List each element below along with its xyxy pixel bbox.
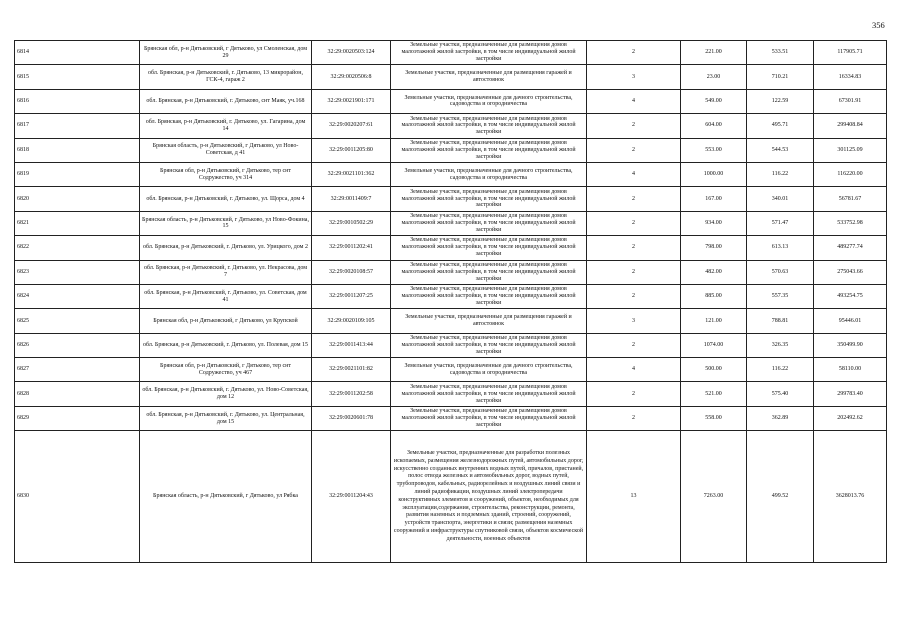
table-row [15, 406, 887, 430]
cadastral-number-cell: 32:29:0010502:29 [312, 211, 391, 235]
use-group-cell: 4 [587, 358, 681, 382]
specific-value-cell: 613.13 [747, 236, 814, 260]
land-use-cell: Земельные участки, предназначенные для размещения домов малоэтажной жилой застройки, в том числе индивидуальной жилой застройки [391, 333, 587, 357]
row-number: 6824 [15, 284, 140, 308]
row-number: 6822 [15, 236, 140, 260]
specific-value-cell: 710.21 [747, 65, 814, 89]
use-group-cell: 2 [587, 382, 681, 406]
land-use-cell: Земельные участки, предназначенные для размещения домов малоэтажной жилой застройки, в том числе индивидуальной жилой застройки [391, 41, 587, 65]
area-cell: 482.00 [681, 260, 747, 284]
address-cell: обл. Брянская, р-н Дятьковский, г. Дятьково, ул. Центральная, дом 15 [140, 406, 312, 430]
area-cell: 934.00 [681, 211, 747, 235]
table-row [15, 41, 887, 65]
specific-value-cell: 557.35 [747, 284, 814, 308]
specific-value-cell: 122.59 [747, 89, 814, 113]
specific-value-cell: 570.63 [747, 260, 814, 284]
use-group-cell: 4 [587, 162, 681, 186]
land-use-cell: Земельные участки, предназначенные для дачного строительства, садоводства и огородничества [391, 162, 587, 186]
table-row [15, 431, 887, 563]
page-number: 356 [872, 20, 885, 30]
row-number: 6819 [15, 162, 140, 186]
table-row [15, 236, 887, 260]
use-group-cell: 2 [587, 211, 681, 235]
cadastral-number-cell: 32:29:0021901:171 [312, 89, 391, 113]
area-cell: 798.00 [681, 236, 747, 260]
address-cell: Брянская область, р-н Дятьковский, г Дятьково, ул Ново-Советская, д 41 [140, 138, 312, 162]
address-cell: обл. Брянская, р-н Дятьковский, г. Дятьково, ул. Урицкого, дом 2 [140, 236, 312, 260]
table-row [15, 333, 887, 357]
row-number: 6820 [15, 187, 140, 211]
area-cell: 121.00 [681, 309, 747, 333]
cadastral-value-cell: 67301.91 [814, 89, 887, 113]
table-row [15, 309, 887, 333]
cadastral-number-cell: 32:29:0020503:124 [312, 41, 391, 65]
row-number: 6818 [15, 138, 140, 162]
cadastral-value-cell: 117905.71 [814, 41, 887, 65]
registry-body [15, 41, 887, 563]
area-cell: 221.00 [681, 41, 747, 65]
use-group-cell: 2 [587, 284, 681, 308]
use-group-cell: 2 [587, 187, 681, 211]
cadastral-number-cell: 32:29:0011409:7 [312, 187, 391, 211]
table-row [15, 114, 887, 138]
specific-value-cell: 340.01 [747, 187, 814, 211]
cadastral-value-cell: 350499.90 [814, 333, 887, 357]
address-cell: обл. Брянская, р-н Дятьковский, г. Дятьково, ул. Гагарина, дом 14 [140, 114, 312, 138]
table-row [15, 187, 887, 211]
row-number: 6827 [15, 358, 140, 382]
land-use-cell: Земельные участки, предназначенные для размещения домов малоэтажной жилой застройки, в том числе индивидуальной жилой застройки [391, 236, 587, 260]
cadastral-value-cell: 16334.83 [814, 65, 887, 89]
row-number: 6815 [15, 65, 140, 89]
land-registry-table [14, 40, 887, 563]
row-number: 6828 [15, 382, 140, 406]
land-use-cell: Земельные участки, предназначенные для разработки полезных ископаемых, размещения железнодорожных путей, автомобильных дорог, искусственно созданных внутренних водных путей, причалов, пристаней, полос отвода железных и автомобильных дорог, водных путей, трубопроводов, кабельных, радиорелейных и воздушных линий связи и линий радиофикации, воздушных линий электропередачи конструктивных элементов и сооружений, объектов, необходимых для эксплуатации,содержания, строительства, реконструкции, ремонта, развития наземных и подземных зданий, строений, сооружений, устройств транспорта, энергетики и связи; размещения наземных сооружений и инфраструктуры спутниковой связи, объектов космической деятельности, военных объектов [391, 431, 587, 563]
table-row [15, 358, 887, 382]
cadastral-value-cell: 275043.66 [814, 260, 887, 284]
cadastral-value-cell: 3628013.76 [814, 431, 887, 563]
area-cell: 521.00 [681, 382, 747, 406]
table-row [15, 260, 887, 284]
use-group-cell: 13 [587, 431, 681, 563]
table-row [15, 89, 887, 113]
cadastral-number-cell: 32:29:0011413:44 [312, 333, 391, 357]
table-row [15, 382, 887, 406]
address-cell: обл. Брянская, р-н Дятьковский, г. Дятьково, ул. Полевая, дом 15 [140, 333, 312, 357]
address-cell: Брянская область, р-н Дятьковский, г Дятьково, ул Рябка [140, 431, 312, 563]
specific-value-cell: 116.22 [747, 162, 814, 186]
land-use-cell: Земельные участки, предназначенные для дачного строительства, садоводства и огородничества [391, 358, 587, 382]
use-group-cell: 3 [587, 309, 681, 333]
cadastral-value-cell: 95446.01 [814, 309, 887, 333]
area-cell: 558.00 [681, 406, 747, 430]
use-group-cell: 2 [587, 260, 681, 284]
specific-value-cell: 575.40 [747, 382, 814, 406]
area-cell: 7263.00 [681, 431, 747, 563]
row-number: 6816 [15, 89, 140, 113]
address-cell: обл. Брянская, р-н Дятьковский, г. Дятьково, 13 микрорайон, ГСК-4, гараж 2 [140, 65, 312, 89]
cadastral-value-cell: 489277.74 [814, 236, 887, 260]
address-cell: Брянская обл, р-н Дятьковский, г Дятьково, ул Смоленская, дом 29 [140, 41, 312, 65]
land-use-cell: Земельные участки, предназначенные для размещения гаражей и автостоянок [391, 309, 587, 333]
cadastral-number-cell: 32:29:0021101:82 [312, 358, 391, 382]
cadastral-number-cell: 32:29:0020601:78 [312, 406, 391, 430]
table-row [15, 138, 887, 162]
address-cell: обл. Брянская, р-н Дятьковский, г. Дятьково, ул. Советская, дом 41 [140, 284, 312, 308]
row-number: 6826 [15, 333, 140, 357]
cadastral-number-cell: 32:29:0020207:61 [312, 114, 391, 138]
area-cell: 604.00 [681, 114, 747, 138]
row-number: 6817 [15, 114, 140, 138]
use-group-cell: 2 [587, 138, 681, 162]
cadastral-number-cell: 32:29:0020109:105 [312, 309, 391, 333]
area-cell: 553.00 [681, 138, 747, 162]
cadastral-number-cell: 32:29:0011204:43 [312, 431, 391, 563]
cadastral-number-cell: 32:29:0011205:80 [312, 138, 391, 162]
land-use-cell: Земельные участки, предназначенные для размещения домов малоэтажной жилой застройки, в том числе индивидуальной жилой застройки [391, 284, 587, 308]
specific-value-cell: 362.89 [747, 406, 814, 430]
cadastral-value-cell: 116220.00 [814, 162, 887, 186]
use-group-cell: 2 [587, 333, 681, 357]
cadastral-value-cell: 299408.84 [814, 114, 887, 138]
row-number: 6823 [15, 260, 140, 284]
land-use-cell: Земельные участки, предназначенные для размещения гаражей и автостоянок [391, 65, 587, 89]
row-number: 6829 [15, 406, 140, 430]
land-use-cell: Земельные участки, предназначенные для размещения домов малоэтажной жилой застройки, в том числе индивидуальной жилой застройки [391, 211, 587, 235]
area-cell: 549.00 [681, 89, 747, 113]
specific-value-cell: 788.81 [747, 309, 814, 333]
area-cell: 500.00 [681, 358, 747, 382]
specific-value-cell: 571.47 [747, 211, 814, 235]
cadastral-value-cell: 299783.40 [814, 382, 887, 406]
table-row [15, 162, 887, 186]
area-cell: 1000.00 [681, 162, 747, 186]
specific-value-cell: 544.53 [747, 138, 814, 162]
land-use-cell: Земельные участки, предназначенные для дачного строительства, садоводства и огородничества [391, 89, 587, 113]
land-use-cell: Земельные участки, предназначенные для размещения домов малоэтажной жилой застройки, в том числе индивидуальной жилой застройки [391, 114, 587, 138]
cadastral-value-cell: 533752.98 [814, 211, 887, 235]
land-use-cell: Земельные участки, предназначенные для размещения домов малоэтажной жилой застройки, в том числе индивидуальной жилой застройки [391, 260, 587, 284]
address-cell: Брянская обл, р-н Дятьковский, г Дятьково, ул Крупской [140, 309, 312, 333]
address-cell: Брянская область, р-н Дятьковский, г Дятьково, ул Ново-Фокина, 15 [140, 211, 312, 235]
specific-value-cell: 326.35 [747, 333, 814, 357]
land-use-cell: Земельные участки, предназначенные для размещения домов малоэтажной жилой застройки, в том числе индивидуальной жилой застройки [391, 382, 587, 406]
specific-value-cell: 499.52 [747, 431, 814, 563]
cadastral-value-cell: 56781.67 [814, 187, 887, 211]
use-group-cell: 4 [587, 89, 681, 113]
area-cell: 1074.00 [681, 333, 747, 357]
land-use-cell: Земельные участки, предназначенные для размещения домов малоэтажной жилой застройки, в том числе индивидуальной жилой застройки [391, 187, 587, 211]
address-cell: обл. Брянская, р-н Дятьковский, г. Дятьково, снт Маяк, уч.168 [140, 89, 312, 113]
use-group-cell: 3 [587, 65, 681, 89]
table-row [15, 211, 887, 235]
address-cell: Брянская обл, р-н Дятьковский, г Дятьково, тер снт Содружество, уч 314 [140, 162, 312, 186]
area-cell: 167.00 [681, 187, 747, 211]
cadastral-value-cell: 202492.62 [814, 406, 887, 430]
row-number: 6821 [15, 211, 140, 235]
cadastral-number-cell: 32:29:0011207:25 [312, 284, 391, 308]
table-row [15, 284, 887, 308]
cadastral-value-cell: 58110.00 [814, 358, 887, 382]
specific-value-cell: 533.51 [747, 41, 814, 65]
cadastral-number-cell: 32:29:0011202:58 [312, 382, 391, 406]
row-number: 6830 [15, 431, 140, 563]
use-group-cell: 2 [587, 406, 681, 430]
cadastral-value-cell: 301125.09 [814, 138, 887, 162]
land-use-cell: Земельные участки, предназначенные для размещения домов малоэтажной жилой застройки, в том числе индивидуальной жилой застройки [391, 138, 587, 162]
land-use-cell: Земельные участки, предназначенные для размещения домов малоэтажной жилой застройки, в том числе индивидуальной жилой застройки [391, 406, 587, 430]
address-cell: обл. Брянская, р-н Дятьковский, г. Дятьково, ул. Щорса, дом 4 [140, 187, 312, 211]
area-cell: 885.00 [681, 284, 747, 308]
row-number: 6825 [15, 309, 140, 333]
use-group-cell: 2 [587, 236, 681, 260]
address-cell: Брянская обл, р-н Дятьковский, г Дятьково, тер снт Содружество, уч 467 [140, 358, 312, 382]
cadastral-number-cell: 32:29:0011202:41 [312, 236, 391, 260]
table-row [15, 65, 887, 89]
specific-value-cell: 116.22 [747, 358, 814, 382]
cadastral-number-cell: 32:29:0021101:362 [312, 162, 391, 186]
cadastral-number-cell: 32:29:0020108:57 [312, 260, 391, 284]
area-cell: 23.00 [681, 65, 747, 89]
specific-value-cell: 495.71 [747, 114, 814, 138]
cadastral-number-cell: 32:29:0020506:8 [312, 65, 391, 89]
row-number: 6814 [15, 41, 140, 65]
address-cell: обл. Брянская, р-н Дятьковский, г. Дятьково, ул. Некрасова, дом 7 [140, 260, 312, 284]
cadastral-value-cell: 493254.75 [814, 284, 887, 308]
address-cell: обл. Брянская, р-н Дятьковский, г. Дятьково, ул. Ново-Советская, дом 12 [140, 382, 312, 406]
use-group-cell: 2 [587, 114, 681, 138]
use-group-cell: 2 [587, 41, 681, 65]
